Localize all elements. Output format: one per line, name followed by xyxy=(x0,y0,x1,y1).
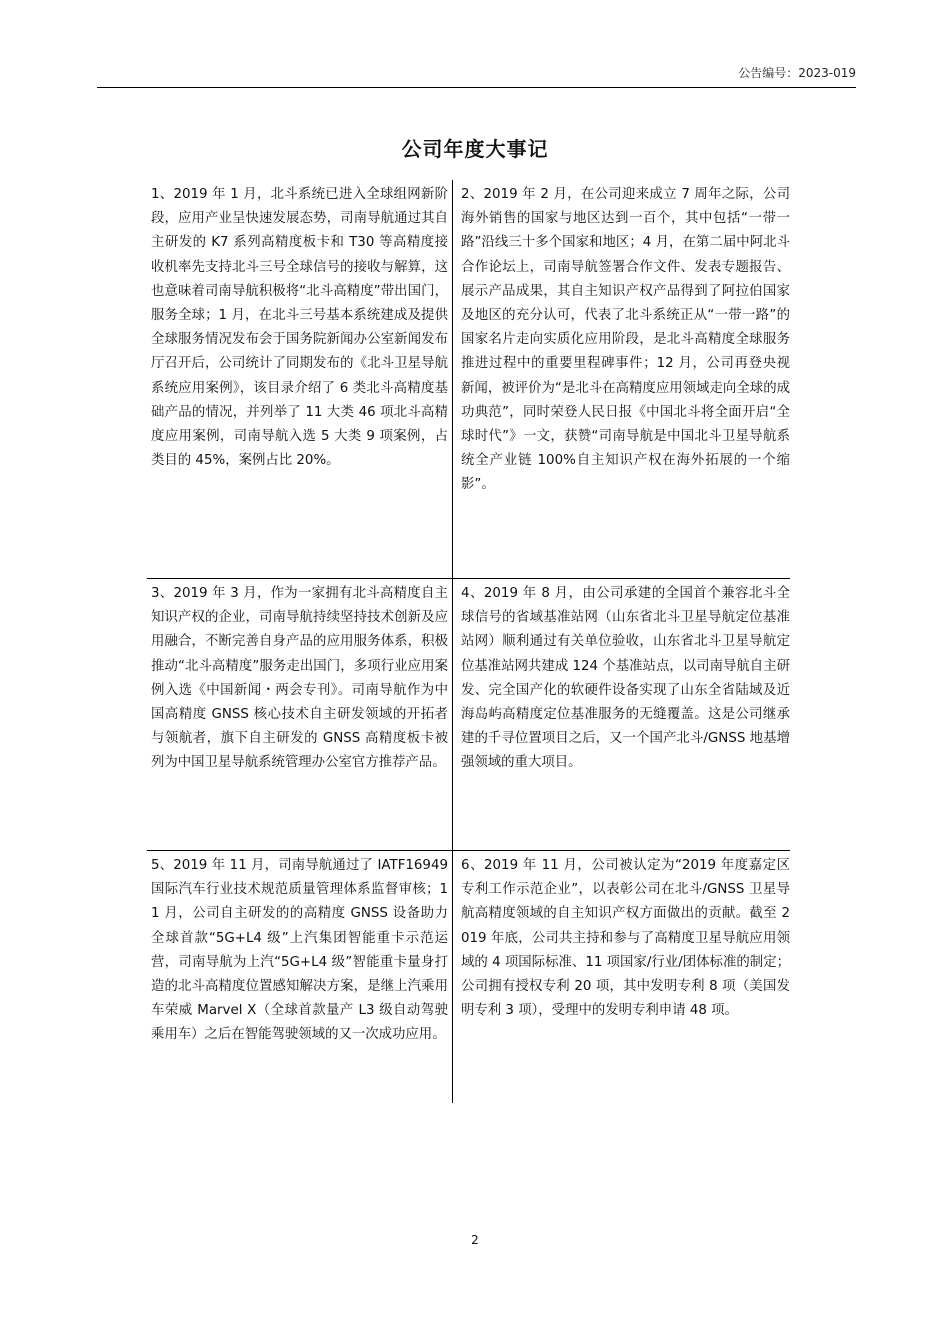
event-cell-5: 5、2019 年 11 月，司南导航通过了 IATF16949 国际汽车行业技术规范质量管理体系监督审核；11 月，公司自主研发的的高精度 GNSS 设备助力全球首款“5G+L4 级”上汽集团智能重卡示范运营，司南导航为上汽“5G+L4 级”智能重卡量身打造的北斗高精度位置感知解决方案，是继上汽乘用车荣威 Marvel X（全球首款量产 L3 级自动驾驶乘用车）之后在智能驾驶领域的又一次成功应用。 xyxy=(147,850,452,1103)
event-cell-3: 3、2019 年 3 月，作为一家拥有北斗高精度自主知识产权的企业，司南导航持续坚持技术创新及应用融合，不断完善自身产品的应用服务体系，积极推动“北斗高精度”服务走出国门，多项行业应用案例入选《中国新闻・两会专刊》。司南导航作为中国高精度 GNSS 核心技术自主研发领域的开拓者与领航者，旗下自主研发的 GNSS 高精度板卡被列为中国卫星导航系统管理办公室官方推荐产品。 xyxy=(147,578,452,850)
page-number: 2 xyxy=(471,1233,479,1247)
event-cell-6: 6、2019 年 11 月，公司被认定为“2019 年度嘉定区专利工作示范企业”，以表彰公司在北斗/GNSS 卫星导航高精度领域的自主知识产权方面做出的贡献。截至 2019 年底，公司共主持和参与了高精度卫星导航应用领域的 4 项国际标准、11 项国家/行业/团体标准的制定；公司拥有授权专利 20 项，其中发明专利 8 项（美国发明专利 3 项），受理中的发明专利申请 48 项。 xyxy=(452,850,790,1103)
announcement-number: 公告编号：2023-019 xyxy=(738,66,856,80)
page-title: 公司年度大事记 xyxy=(401,137,549,161)
event-cell-1: 1、2019 年 1 月，北斗系统已进入全球组网新阶段，应用产业呈快速发展态势，司南导航通过其自主研发的 K7 系列高精度板卡和 T30 等高精度接收机率先支持北斗三号全球信号的接收与解算，这也意味着司南导航积极将“北斗高精度”带出国门，服务全球；1 月，在北斗三号基本系统建成及提供全球服务情况发布会于国务院新闻办公室新闻发布厅召开后，公司统计了同期发布的《北斗卫星导航系统应用案例》，该目录介绍了 6 类北斗高精度基础产品的情况，并列举了 11 大类 46 项北斗高精度应用案例，司南导航入选 5 大类 9 项案例，占类目的 45%，案例占比 20%。 xyxy=(151,187,448,469)
event-cell-2: 2、2019 年 2 月，在公司迎来成立 7 周年之际，公司海外销售的国家与地区达到一百个，其中包括“一带一路”沿线三十多个国家和地区；4 月，在第二届中阿北斗合作论坛上，司南导航签署合作文件、发表专题报告、展示产品成果，其自主知识产权产品得到了阿拉伯国家及地区的充分认可，代表了北斗系统正从“一带一路”的国家名片走向实质化应用阶段，是北斗高精度全球服务推进过程中的重要里程碑事件；12 月，公司再登央视新闻，被评价为“是北斗在高精度应用领域走向全球的成功典范”，同时荣登人民日报《中国北斗将全面开启“全球时代”》一文，获赞“司南导航是中国北斗卫星导航系统全产业链 100%自主知识产权在海外拓展的一个缩影”。 xyxy=(452,180,790,578)
event-cell-4: 4、2019 年 8 月，由公司承建的全国首个兼容北斗全球信号的省域基准站网（山东省北斗卫星导航定位基准站网）顺利通过有关单位验收，山东省北斗卫星导航定位基准站网共建成 124 个基准站点，以司南导航自主研发、完全国产化的软硬件设备实现了山东全省陆域及近海岛屿高精度定位基准服务的无缝覆盖。这是公司继承建的千寻位置项目之后，又一个国产北斗/GNSS 地基增强领域的重大项目。 xyxy=(452,578,790,850)
header-divider xyxy=(97,87,856,88)
events-table xyxy=(147,180,790,1103)
